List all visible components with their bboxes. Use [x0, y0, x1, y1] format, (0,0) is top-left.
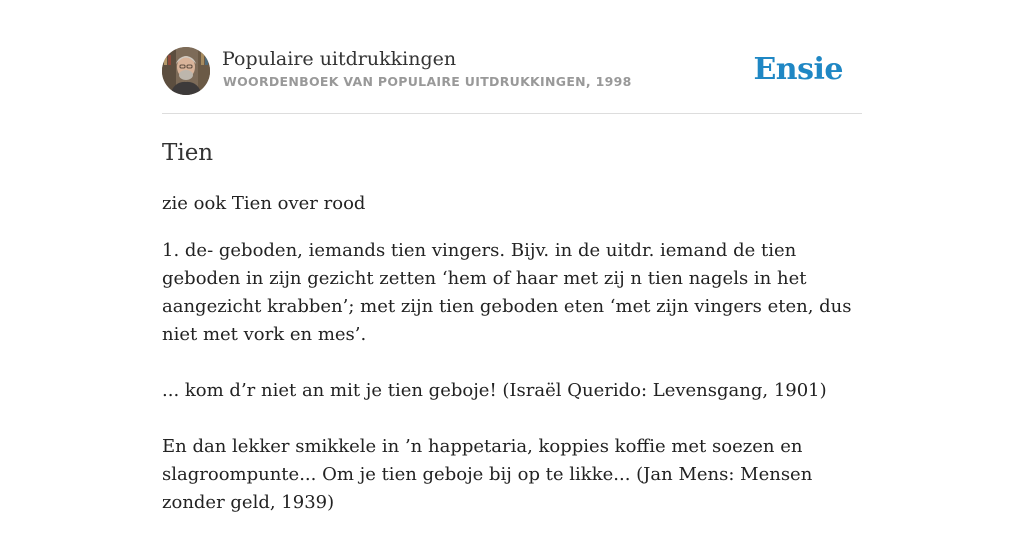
- entry-body: [162, 237, 862, 545]
- source-subtitle: WOORDENBOEK VAN POPULAIRE UITDRUKKINGEN, 1998: [223, 74, 632, 89]
- see-also-link[interactable]: zie ook Tien over rood: [162, 193, 366, 214]
- entry-term: Tien: [162, 140, 214, 166]
- source-title[interactable]: Populaire uitdrukkingen: [222, 48, 457, 70]
- source-header: [162, 46, 862, 96]
- entry-paragraph: En dan lekker smikkele in ’n happetaria, koppies koffie met soezen en slagroompunte... Om je tien geboje bij op te likke... (Jan Mens: Mensen zonder geld, 1939): [162, 436, 813, 513]
- ensie-logo[interactable]: Ensie: [753, 52, 843, 87]
- entry-card: [162, 0, 862, 512]
- entry-paragraph: 1. de- geboden, iemands tien vingers. Bijv. in de uitdr. iemand de tien geboden in zijn gezicht zetten ‘hem of haar met zij n tien nagels in het aangezicht krabben’; met zijn tien geboden eten ‘met zijn vingers eten, dus niet met vork en mes’.: [162, 240, 852, 345]
- header-divider: [162, 113, 862, 114]
- author-portrait-icon: [162, 47, 210, 95]
- entry-paragraph: ... kom d’r niet an mit je tien geboje! (Israël Querido: Levensgang, 1901): [162, 380, 827, 401]
- author-avatar: [162, 47, 210, 95]
